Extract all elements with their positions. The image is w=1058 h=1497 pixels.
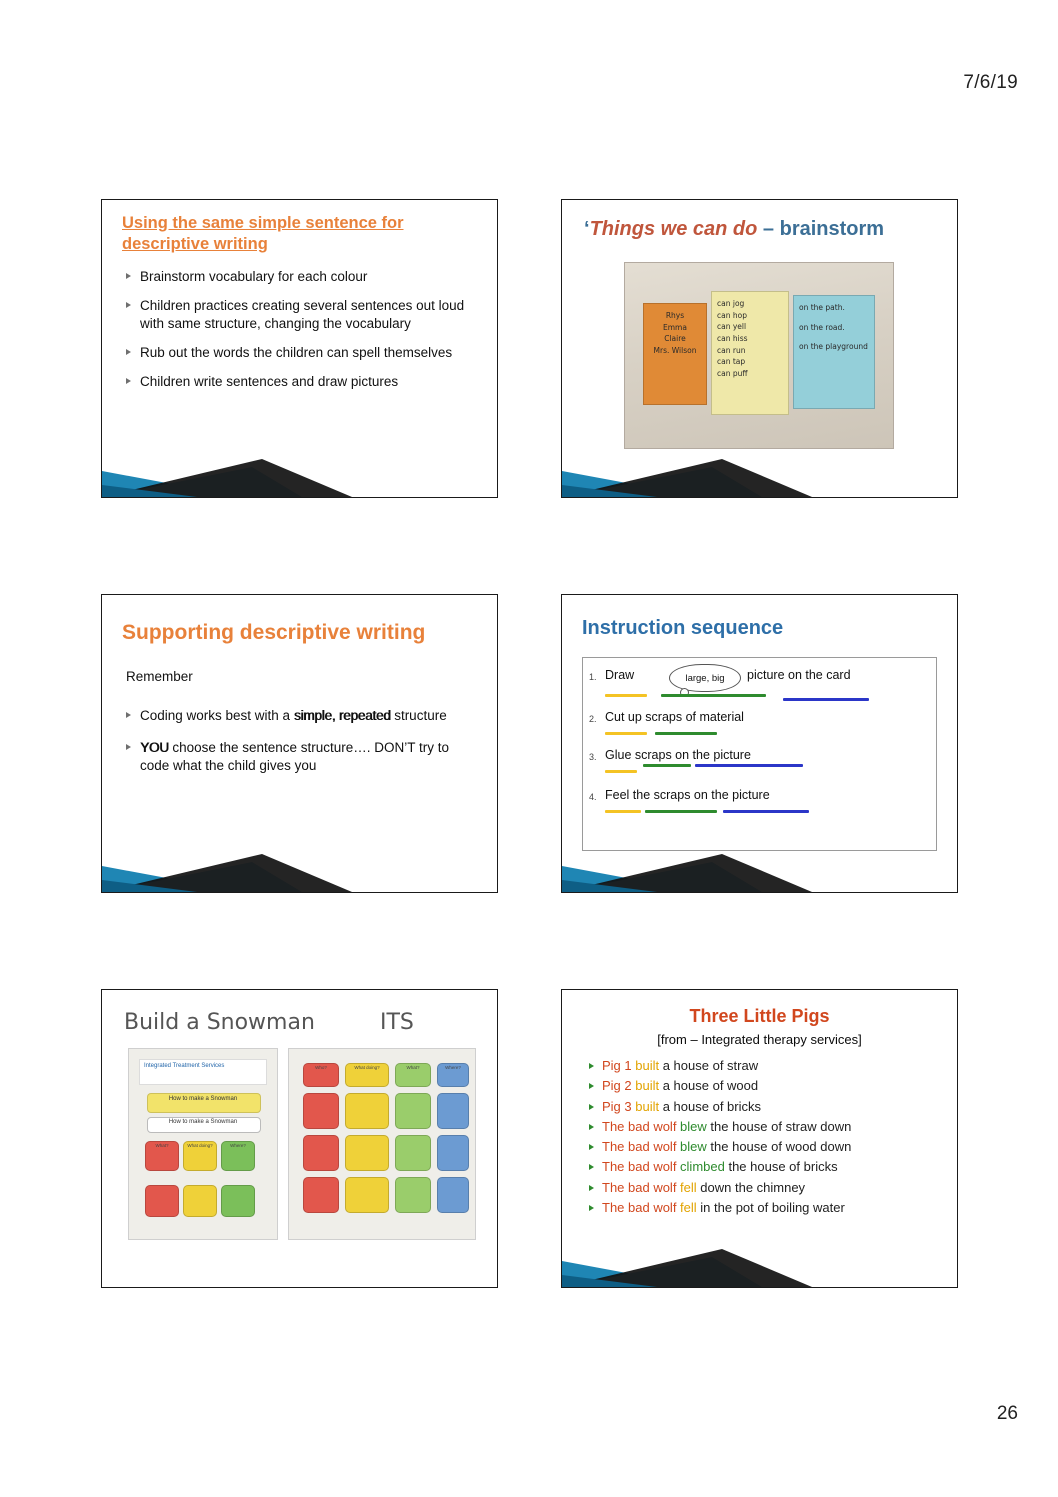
photo-caption: How to make a Snowman <box>168 1119 238 1125</box>
symbol-tile: What? <box>395 1063 431 1087</box>
slide-1-title: Using the same simple sentence for descriptive writing <box>122 214 404 254</box>
underline-yellow <box>605 770 637 773</box>
slide-thumbnail-5 <box>101 989 498 1288</box>
its-logo-header: Integrated Treatment Services <box>139 1059 267 1085</box>
instruction-text: Feel the scraps on the picture <box>605 788 770 802</box>
list-item: Pig 3 built a house of bricks <box>586 1097 943 1117</box>
thought-bubble: large, big <box>669 664 741 692</box>
page-date: 7/6/19 <box>963 72 1018 93</box>
symbol-tile <box>145 1185 179 1217</box>
symbol-tile <box>437 1135 469 1171</box>
symbol-tile: Who? <box>303 1063 339 1087</box>
photo-caption: How to make a Snowman <box>168 1096 238 1102</box>
symbol-grid-photo <box>288 1048 476 1240</box>
list-number: 1. <box>589 672 597 682</box>
symbol-tile: Where? <box>437 1063 469 1087</box>
symbol-tile <box>303 1177 339 1213</box>
page-number: 26 <box>996 1403 1018 1424</box>
snowman-sequence-photo <box>128 1048 278 1240</box>
slide-3-bullet-list <box>124 707 479 790</box>
symbol-tile <box>183 1185 217 1217</box>
list-item: Children practices creating several sentences out loud with same structure, changing the vocabulary <box>124 297 479 333</box>
slide-thumbnail-3 <box>101 594 498 893</box>
instruction-text: Draw <box>605 668 635 682</box>
slide-thumbnail-6 <box>561 989 958 1288</box>
symbol-tile <box>345 1135 389 1171</box>
list-item: The bad wolf fell down the chimney <box>586 1178 943 1198</box>
underline-yellow <box>605 732 647 735</box>
slide-6-title: Three Little Pigs <box>689 1006 830 1026</box>
slide-thumbnail-1 <box>101 199 498 498</box>
instruction-text: Glue scraps on the picture <box>605 748 751 762</box>
list-item: The bad wolf blew the house of wood down <box>586 1137 943 1157</box>
list-number: 2. <box>589 714 597 724</box>
slide-2-title-rest: – brainstorm <box>757 218 885 240</box>
list-item: Brainstorm vocabulary for each colour <box>124 268 479 286</box>
instruction-sequence-box <box>582 657 937 851</box>
list-item: Pig 1 built a house of straw <box>586 1056 943 1076</box>
slide-footer-decoration <box>102 846 497 892</box>
symbol-tile <box>345 1177 389 1213</box>
underline-blue <box>723 810 809 813</box>
underline-blue <box>695 764 803 767</box>
slide-footer-decoration <box>562 846 957 892</box>
underline-yellow <box>605 810 641 813</box>
symbol-tile <box>303 1093 339 1129</box>
three-little-pigs-list <box>586 1056 943 1218</box>
slide-5-brand: ITS <box>380 1010 414 1035</box>
underline-blue <box>783 698 869 701</box>
underline-yellow <box>605 694 647 697</box>
instruction-text: picture on the card <box>747 668 851 682</box>
symbol-tile <box>437 1093 469 1129</box>
list-item: Coding works best with a simple, repeated structure <box>124 707 479 725</box>
symbol-tile <box>395 1135 431 1171</box>
symbol-tile <box>221 1185 255 1217</box>
list-item: The bad wolf fell in the pot of boiling water <box>586 1198 943 1218</box>
brainstorm-photo <box>624 262 894 449</box>
slide-3-remember-label: Remember <box>126 669 193 684</box>
slide-footer-decoration <box>562 1241 957 1287</box>
list-item: Rub out the words the children can spell themselves <box>124 344 479 362</box>
underline-green <box>645 810 717 813</box>
slide-footer-decoration <box>562 451 957 497</box>
symbol-tile <box>395 1093 431 1129</box>
symbol-tile <box>395 1177 431 1213</box>
list-item: Children write sentences and draw pictures <box>124 373 479 391</box>
photo-blue-card: on the path. on the road. on the playground <box>793 295 875 409</box>
symbol-tile <box>345 1093 389 1129</box>
list-item: The bad wolf climbed the house of bricks <box>586 1157 943 1177</box>
symbol-tile: What? <box>145 1141 179 1171</box>
underline-green <box>643 764 691 767</box>
list-item: YOU choose the sentence structure…. DON’T try to code what the child gives you <box>124 739 479 775</box>
slide-4-title: Instruction sequence <box>582 617 784 639</box>
list-number: 4. <box>589 792 597 802</box>
slide-3-title: Supporting descriptive writing <box>122 621 426 644</box>
symbol-tile: Where? <box>221 1141 255 1171</box>
list-item: The bad wolf blew the house of straw down <box>586 1117 943 1137</box>
symbol-tile: What doing? <box>183 1141 217 1171</box>
list-item: Pig 2 built a house of wood <box>586 1076 943 1096</box>
slide-1-bullet-list <box>124 268 479 402</box>
photo-yellow-card: can jog can hop can yell can hiss can run can tap can puff <box>711 291 789 415</box>
instruction-text: Cut up scraps of material <box>605 710 744 724</box>
symbol-tile <box>437 1177 469 1213</box>
slide-thumbnail-4 <box>561 594 958 893</box>
slide-footer-decoration <box>102 451 497 497</box>
list-number: 3. <box>589 752 597 762</box>
underline-green <box>661 694 766 697</box>
slide-2-title-quote: ‘ <box>584 218 590 240</box>
slide-2-title <box>584 218 884 241</box>
slide-6-subtitle: [from – Integrated therapy services] <box>657 1032 862 1047</box>
slide-5-title: Build a Snowman <box>124 1010 315 1035</box>
symbol-tile: What doing? <box>345 1063 389 1087</box>
symbol-tile <box>303 1135 339 1171</box>
slide-thumbnail-2 <box>561 199 958 498</box>
underline-green <box>655 732 717 735</box>
slide-2-title-italic: Things we can do <box>589 218 758 240</box>
photo-orange-card: Rhys Emma Claire Mrs. Wilson <box>643 303 707 405</box>
